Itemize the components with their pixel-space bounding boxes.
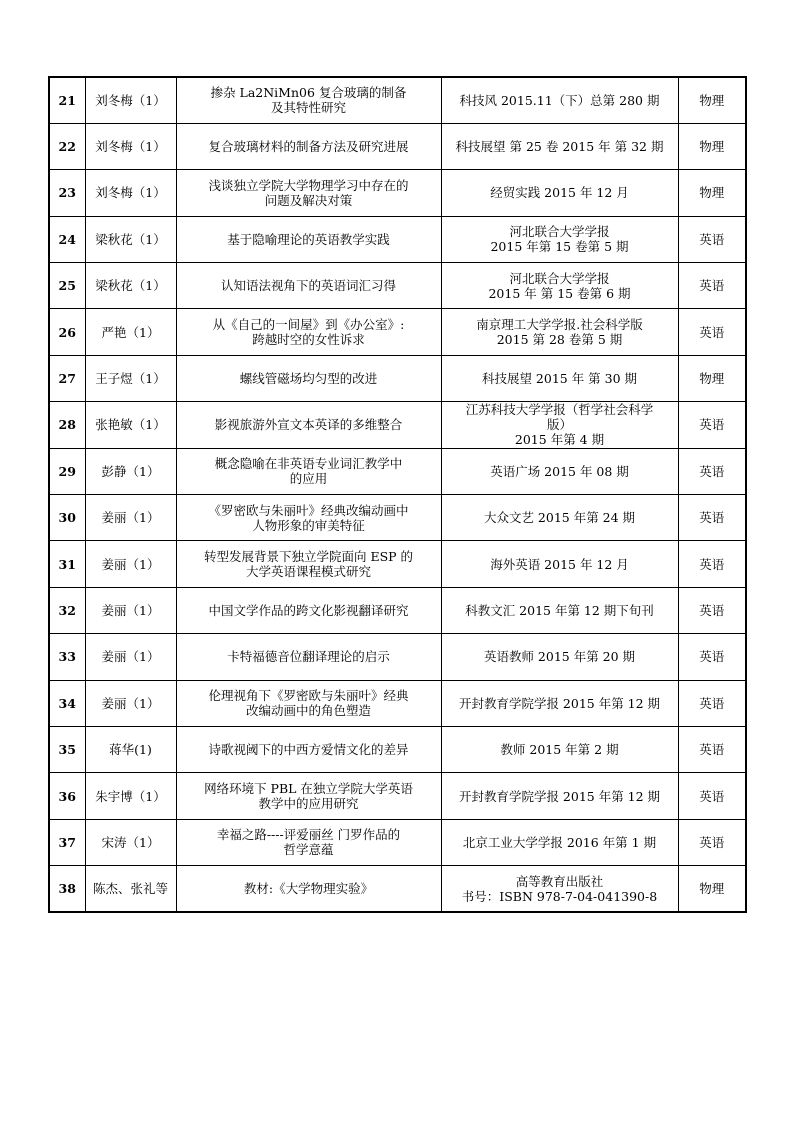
author-cell: 梁秋花（1） bbox=[85, 216, 176, 262]
author-cell: 蒋华(1) bbox=[85, 726, 176, 772]
source-cell bbox=[441, 402, 678, 448]
source-line: 大众文艺 2015 年第 24 期 bbox=[483, 510, 636, 526]
subject-cell: 英语 bbox=[678, 263, 746, 309]
table-row bbox=[49, 309, 746, 355]
table-row bbox=[49, 77, 746, 123]
author-cell: 刘冬梅（1） bbox=[85, 170, 176, 216]
title-line: 认知语法视角下的英语词汇习得 bbox=[220, 278, 396, 294]
row-number: 21 bbox=[49, 77, 85, 123]
subject-cell: 物理 bbox=[678, 123, 746, 169]
title-line: 问题及解决对策 bbox=[264, 192, 353, 208]
subject-cell: 英语 bbox=[678, 819, 746, 865]
author-cell: 姜丽（1） bbox=[85, 634, 176, 680]
title-cell bbox=[176, 123, 441, 169]
source-cell bbox=[441, 309, 678, 355]
table-row bbox=[49, 773, 746, 819]
table-row bbox=[49, 170, 746, 216]
source-line: 2015 年第 15 卷第 5 期 bbox=[490, 239, 629, 255]
table-row bbox=[49, 263, 746, 309]
source-cell bbox=[441, 726, 678, 772]
title-cell bbox=[176, 263, 441, 309]
table-row bbox=[49, 448, 746, 494]
source-line: 书号：ISBN 978-7-04-041390-8 bbox=[461, 888, 658, 904]
author-cell: 刘冬梅（1） bbox=[85, 123, 176, 169]
source-line: 版） bbox=[546, 417, 572, 433]
title-line: 《罗密欧与朱丽叶》经典改编动画中 bbox=[208, 502, 409, 518]
table-row bbox=[49, 355, 746, 401]
author-cell: 姜丽（1） bbox=[85, 495, 176, 541]
title-line: 幸福之路----评爱丽丝 门罗作品的 bbox=[216, 827, 401, 843]
source-line: 教师 2015 年第 2 期 bbox=[500, 742, 619, 758]
source-cell bbox=[441, 448, 678, 494]
source-line: 高等教育出版社 bbox=[515, 873, 604, 889]
row-number: 37 bbox=[49, 819, 85, 865]
title-cell bbox=[176, 866, 441, 912]
subject-cell: 物理 bbox=[678, 355, 746, 401]
author-cell: 刘冬梅（1） bbox=[85, 77, 176, 123]
source-line: 科技展望 第 25 卷 2015 年 第 32 期 bbox=[455, 139, 664, 155]
title-cell bbox=[176, 309, 441, 355]
title-line: 大学英语课程模式研究 bbox=[245, 564, 371, 580]
table-row bbox=[49, 216, 746, 262]
title-cell bbox=[176, 355, 441, 401]
author-cell: 姜丽（1） bbox=[85, 680, 176, 726]
source-cell bbox=[441, 263, 678, 309]
source-cell bbox=[441, 819, 678, 865]
row-number: 28 bbox=[49, 402, 85, 448]
source-cell bbox=[441, 587, 678, 633]
title-line: 诗歌视阈下的中西方爱情文化的差异 bbox=[208, 742, 409, 758]
source-line: 开封教育学院学报 2015 年第 12 期 bbox=[458, 695, 661, 711]
title-line: 影视旅游外宣文本英译的多维整合 bbox=[214, 417, 403, 433]
title-line: 中国文学作品的跨文化影视翻译研究 bbox=[208, 602, 409, 618]
table-row bbox=[49, 495, 746, 541]
source-line: 北京工业大学学报 2016 年第 1 期 bbox=[462, 834, 657, 850]
source-line: 海外英语 2015 年 12 月 bbox=[490, 556, 629, 572]
row-number: 38 bbox=[49, 866, 85, 912]
subject-cell: 英语 bbox=[678, 309, 746, 355]
title-line: 掺杂 La2NiMn06 复合玻璃的制备 bbox=[210, 85, 407, 101]
title-line: 哲学意蕴 bbox=[283, 842, 334, 858]
title-cell bbox=[176, 495, 441, 541]
subject-cell: 物理 bbox=[678, 866, 746, 912]
source-cell bbox=[441, 77, 678, 123]
source-line: 科技展望 2015 年 第 30 期 bbox=[481, 371, 638, 387]
author-cell: 梁秋花（1） bbox=[85, 263, 176, 309]
title-cell bbox=[176, 448, 441, 494]
author-cell: 陈杰、张礼等 bbox=[85, 866, 176, 912]
subject-cell: 物理 bbox=[678, 77, 746, 123]
source-cell bbox=[441, 634, 678, 680]
subject-cell: 英语 bbox=[678, 495, 746, 541]
source-cell bbox=[441, 123, 678, 169]
subject-cell: 物理 bbox=[678, 170, 746, 216]
table-row bbox=[49, 123, 746, 169]
table-row bbox=[49, 866, 746, 912]
source-line: 英语教师 2015 年第 20 期 bbox=[483, 649, 636, 665]
table-row bbox=[49, 541, 746, 587]
row-number: 24 bbox=[49, 216, 85, 262]
subject-cell: 英语 bbox=[678, 773, 746, 819]
title-line: 伦理视角下《罗密欧与朱丽叶》经典 bbox=[208, 688, 409, 704]
source-cell bbox=[441, 170, 678, 216]
title-cell bbox=[176, 819, 441, 865]
title-line: 教学中的应用研究 bbox=[258, 796, 359, 812]
title-line: 卡特福德音位翻译理论的启示 bbox=[227, 649, 390, 665]
source-line: 科技风 2015.11（下）总第 280 期 bbox=[459, 92, 660, 108]
row-number: 22 bbox=[49, 123, 85, 169]
title-line: 螺线管磁场均匀型的改进 bbox=[239, 371, 378, 387]
source-line: 江苏科技大学学报（哲学社会科学 bbox=[465, 402, 654, 418]
title-line: 概念隐喻在非英语专业词汇教学中 bbox=[214, 456, 403, 472]
title-cell bbox=[176, 726, 441, 772]
row-number: 25 bbox=[49, 263, 85, 309]
source-line: 经贸实践 2015 年 12 月 bbox=[490, 185, 629, 201]
author-cell: 张艳敏（1） bbox=[85, 402, 176, 448]
source-cell bbox=[441, 866, 678, 912]
table-row bbox=[49, 726, 746, 772]
title-cell bbox=[176, 170, 441, 216]
title-line: 转型发展背景下独立学院面向 ESP 的 bbox=[203, 549, 414, 565]
source-cell bbox=[441, 216, 678, 262]
author-cell: 王子煜（1） bbox=[85, 355, 176, 401]
source-line: 科教文汇 2015 年第 12 期下旬刊 bbox=[465, 602, 654, 618]
title-cell bbox=[176, 773, 441, 819]
row-number: 29 bbox=[49, 448, 85, 494]
subject-cell: 英语 bbox=[678, 680, 746, 726]
title-cell bbox=[176, 587, 441, 633]
title-cell bbox=[176, 402, 441, 448]
source-line: 2015 第 28 卷第 5 期 bbox=[496, 332, 623, 348]
subject-cell: 英语 bbox=[678, 402, 746, 448]
table-row bbox=[49, 819, 746, 865]
row-number: 32 bbox=[49, 587, 85, 633]
source-cell bbox=[441, 773, 678, 819]
source-line: 南京理工大学学报.社会科学版 bbox=[476, 317, 643, 333]
source-cell bbox=[441, 541, 678, 587]
publications-table-body bbox=[49, 77, 746, 912]
row-number: 33 bbox=[49, 634, 85, 680]
source-line: 2015 年第 4 期 bbox=[514, 432, 605, 448]
table-row bbox=[49, 634, 746, 680]
source-line: 河北联合大学学报 bbox=[509, 270, 610, 286]
author-cell: 朱宇博（1） bbox=[85, 773, 176, 819]
title-cell bbox=[176, 216, 441, 262]
row-number: 23 bbox=[49, 170, 85, 216]
row-number: 35 bbox=[49, 726, 85, 772]
author-cell: 姜丽（1） bbox=[85, 541, 176, 587]
source-line: 2015 年 第 15 卷第 6 期 bbox=[488, 285, 631, 301]
author-cell: 严艳（1） bbox=[85, 309, 176, 355]
source-cell bbox=[441, 680, 678, 726]
subject-cell: 英语 bbox=[678, 634, 746, 680]
title-line: 跨越时空的女性诉求 bbox=[252, 332, 365, 348]
table-row bbox=[49, 680, 746, 726]
title-cell bbox=[176, 634, 441, 680]
title-cell bbox=[176, 680, 441, 726]
title-line: 人物形象的审美特征 bbox=[252, 517, 365, 533]
title-line: 基于隐喻理论的英语教学实践 bbox=[227, 231, 390, 247]
title-line: 复合玻璃材料的制备方法及研究进展 bbox=[208, 139, 409, 155]
subject-cell: 英语 bbox=[678, 216, 746, 262]
title-line: 改编动画中的角色塑造 bbox=[245, 703, 371, 719]
table-row bbox=[49, 587, 746, 633]
title-line: 从《自己的一间屋》到《办公室》: bbox=[212, 317, 405, 333]
author-cell: 姜丽（1） bbox=[85, 587, 176, 633]
row-number: 34 bbox=[49, 680, 85, 726]
title-cell bbox=[176, 541, 441, 587]
source-cell bbox=[441, 495, 678, 541]
author-cell: 宋涛（1） bbox=[85, 819, 176, 865]
author-cell: 彭静（1） bbox=[85, 448, 176, 494]
subject-cell: 英语 bbox=[678, 541, 746, 587]
subject-cell: 英语 bbox=[678, 726, 746, 772]
title-cell bbox=[176, 77, 441, 123]
title-line: 教材:《大学物理实验》 bbox=[243, 881, 374, 897]
row-number: 36 bbox=[49, 773, 85, 819]
row-number: 26 bbox=[49, 309, 85, 355]
subject-cell: 英语 bbox=[678, 448, 746, 494]
title-line: 网络环境下 PBL 在独立学院大学英语 bbox=[204, 781, 413, 797]
title-line: 浅谈独立学院大学物理学习中存在的 bbox=[208, 177, 409, 193]
source-line: 河北联合大学学报 bbox=[509, 224, 610, 240]
publications-table bbox=[48, 76, 747, 913]
subject-cell: 英语 bbox=[678, 587, 746, 633]
table-row bbox=[49, 402, 746, 448]
source-line: 英语广场 2015 年 08 期 bbox=[490, 463, 629, 479]
row-number: 31 bbox=[49, 541, 85, 587]
source-cell bbox=[441, 355, 678, 401]
title-line: 的应用 bbox=[289, 471, 328, 487]
row-number: 27 bbox=[49, 355, 85, 401]
row-number: 30 bbox=[49, 495, 85, 541]
source-line: 开封教育学院学报 2015 年第 12 期 bbox=[458, 788, 661, 804]
title-line: 及其特性研究 bbox=[270, 100, 346, 116]
